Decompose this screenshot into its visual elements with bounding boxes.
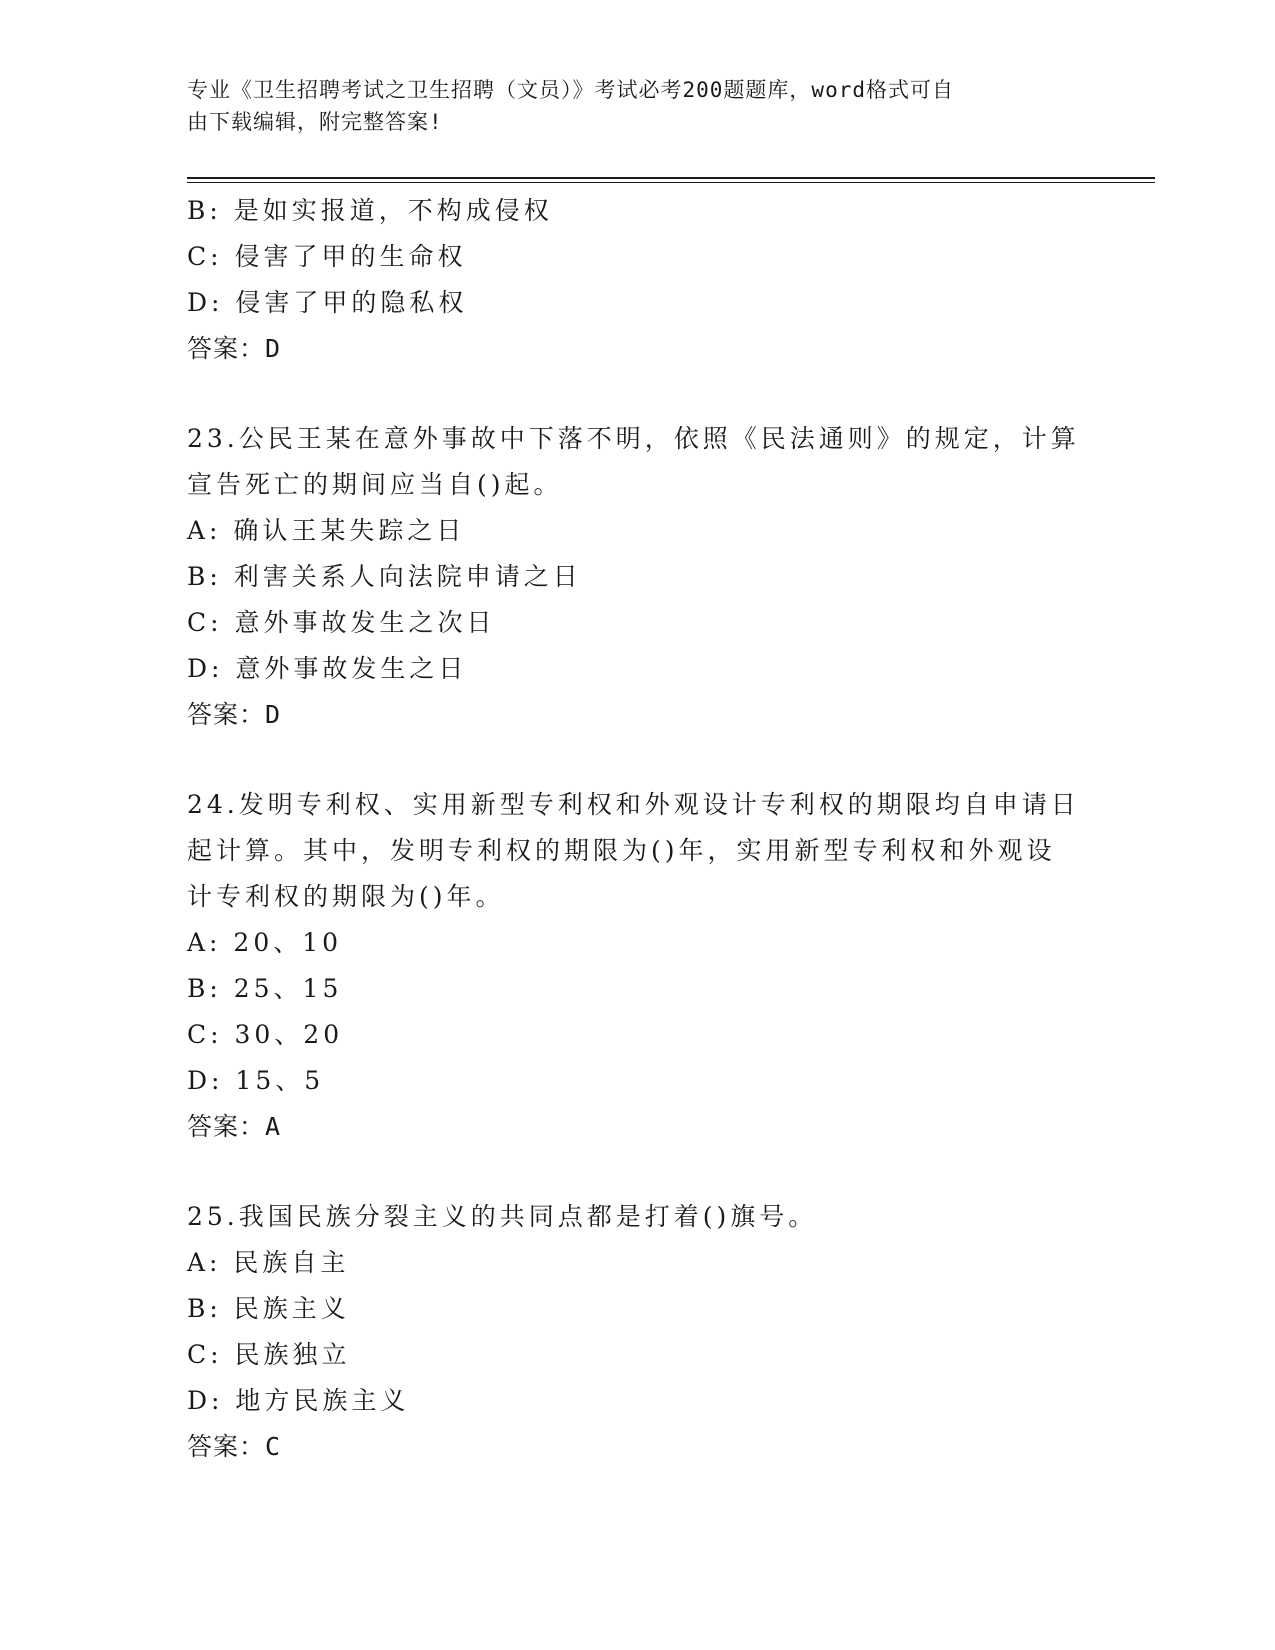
stem-line: 24.发明专利权、实用新型专利权和外观设计专利权的期限均自申请日 bbox=[187, 790, 1080, 819]
answer-line: 答案：D bbox=[187, 700, 282, 729]
option-b: B: 25、15 bbox=[187, 974, 343, 1003]
question-block-23 bbox=[187, 416, 1087, 738]
option-a: A: 民族自主 bbox=[187, 1248, 350, 1277]
header-rule bbox=[187, 177, 1155, 179]
option-b: B: 民族主义 bbox=[187, 1294, 350, 1323]
stem-line: 25.我国民族分裂主义的共同点都是打着()旗号。 bbox=[187, 1202, 818, 1231]
header-line: 由下载编辑，附完整答案! bbox=[187, 110, 443, 134]
stem-line: 计专利权的期限为()年。 bbox=[187, 882, 505, 911]
option-c: C: 侵害了甲的生命权 bbox=[187, 242, 467, 271]
option-d: D: 地方民族主义 bbox=[187, 1386, 410, 1415]
option-c: C: 民族独立 bbox=[187, 1340, 351, 1369]
header-rule-thin bbox=[187, 182, 1155, 183]
document-body bbox=[187, 188, 1087, 1470]
option-d: D: 15、5 bbox=[187, 1066, 325, 1095]
stem-line: 23.公民王某在意外事故中下落不明，依照《民法通则》的规定，计算 bbox=[187, 424, 1080, 453]
option-d: D: 意外事故发生之日 bbox=[187, 654, 468, 683]
answer-line: 答案：D bbox=[187, 334, 282, 363]
answer-line: 答案：A bbox=[187, 1112, 282, 1141]
question-block-25 bbox=[187, 1194, 1087, 1470]
header-line: 专业《卫生招聘考试之卫生招聘（文员）》考试必考200题题库，word格式可自 bbox=[187, 78, 954, 102]
option-c: C: 30、20 bbox=[187, 1020, 344, 1049]
question-block-22 bbox=[187, 188, 1087, 372]
page-header bbox=[187, 74, 1067, 138]
question-stem bbox=[187, 416, 1087, 508]
option-a: A: 确认王某失踪之日 bbox=[187, 516, 466, 545]
question-block-24 bbox=[187, 782, 1087, 1150]
option-b: B: 利害关系人向法院申请之日 bbox=[187, 562, 582, 591]
option-b: B: 是如实报道，不构成侵权 bbox=[187, 196, 553, 225]
option-c: C: 意外事故发生之次日 bbox=[187, 608, 496, 637]
option-a: A: 20、10 bbox=[187, 928, 343, 957]
stem-line: 宣告死亡的期间应当自()起。 bbox=[187, 470, 563, 499]
question-stem bbox=[187, 782, 1087, 920]
option-d: D: 侵害了甲的隐私权 bbox=[187, 288, 468, 317]
question-stem bbox=[187, 1194, 1087, 1240]
stem-line: 起计算。其中，发明专利权的期限为()年，实用新型专利权和外观设 bbox=[187, 836, 1056, 865]
answer-line: 答案：C bbox=[187, 1432, 282, 1461]
